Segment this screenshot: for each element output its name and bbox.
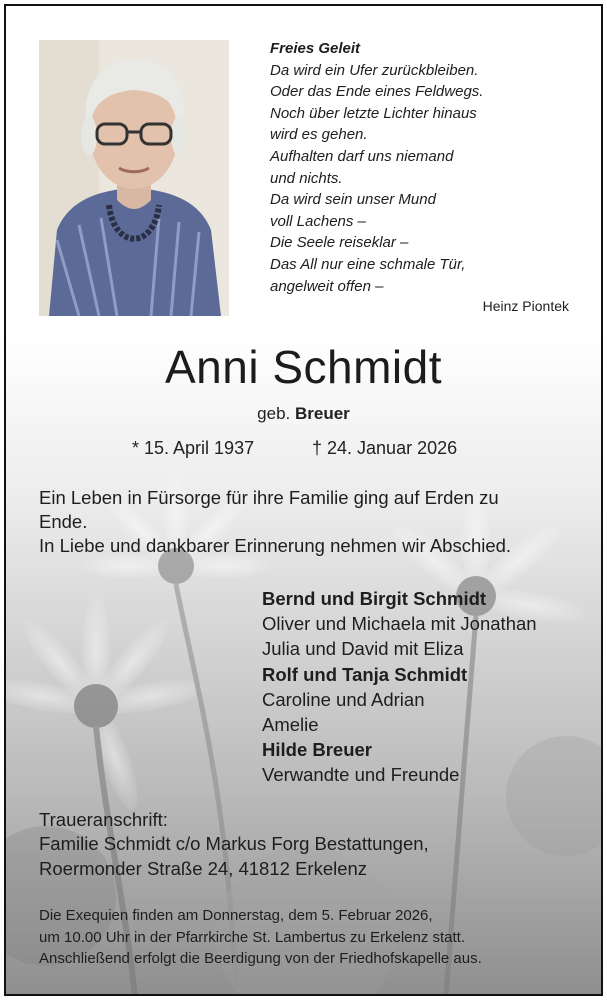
intro-line: Ein Leben in Fürsorge für ihre Familie ging auf Erden zu — [39, 487, 499, 508]
mourner-family-heading: Rolf und Tanja Schmidt — [262, 663, 468, 685]
mourner-family-heading: Hilde Breuer — [262, 739, 373, 761]
funeral-info-line: um 10.00 Uhr in der Pfarrkirche St. Lambertus zu Erkelenz statt. — [39, 928, 466, 946]
poem-line: Oder das Ende eines Feldwegs. — [270, 83, 484, 101]
poem-line: Die Seele reiseklar – — [270, 234, 409, 252]
poem-line: wird es gehen. — [270, 126, 368, 144]
address-line: Roermonder Straße 24, 41812 Erkelenz — [39, 857, 368, 879]
address-line: Familie Schmidt c/o Markus Forg Bestattungen, — [39, 833, 429, 855]
mourner-family-heading: Bernd und Birgit Schmidt — [262, 588, 487, 609]
poem-line: Aufhalten darf uns niemand — [270, 147, 454, 165]
funeral-info — [39, 905, 579, 970]
intro-text — [39, 486, 579, 558]
poem-line: Das All nur eine schmale Tür, — [270, 255, 466, 273]
poem-line: und nichts. — [270, 169, 343, 187]
poem-title: Freies Geleit — [270, 40, 361, 57]
mourner-item: Oliver und Michaela mit Jonathan — [262, 613, 537, 635]
obituary-card — [4, 4, 603, 996]
mourner-item: Verwandte und Freunde — [262, 764, 460, 786]
address-line: Traueranschrift: — [39, 809, 168, 830]
funeral-info-line: Anschließend erfolgt die Beerdigung von der Friedhofskapelle aus. — [39, 950, 482, 967]
maiden-name-value: Breuer — [295, 404, 350, 423]
mourners-list — [262, 586, 592, 788]
mourner-item: Amelie — [262, 714, 319, 736]
birth-date: * 15. April 1937 — [132, 438, 255, 458]
poem — [270, 38, 570, 297]
maiden-name — [6, 404, 601, 424]
death-date: † 24. Januar 2026 — [312, 438, 458, 458]
deceased-name: Anni Schmidt — [164, 341, 442, 393]
mourning-address — [39, 808, 579, 881]
intro-line: In Liebe und dankbarer Erinnerung nehmen wir Abschied. — [39, 535, 512, 556]
poem-line: Da wird ein Ufer zurückbleiben. — [270, 61, 479, 79]
mourner-item: Julia und David mit Eliza — [262, 638, 464, 660]
poem-line: voll Lachens – — [270, 212, 366, 230]
poem-author: Heinz Piontek — [482, 298, 569, 314]
intro-line: Ende. — [39, 511, 88, 532]
mourner-item: Caroline und Adrian — [262, 688, 425, 710]
funeral-info-line: Die Exequien finden am Donnerstag, dem 5. Februar 2026, — [39, 907, 433, 924]
portrait-photo — [39, 40, 229, 316]
maiden-name-prefix: geb. — [257, 404, 291, 423]
poem-line: angelweit offen – — [270, 277, 384, 295]
poem-line: Da wird sein unser Mund — [270, 191, 436, 209]
poem-line: Noch über letzte Lichter hinaus — [270, 104, 477, 122]
